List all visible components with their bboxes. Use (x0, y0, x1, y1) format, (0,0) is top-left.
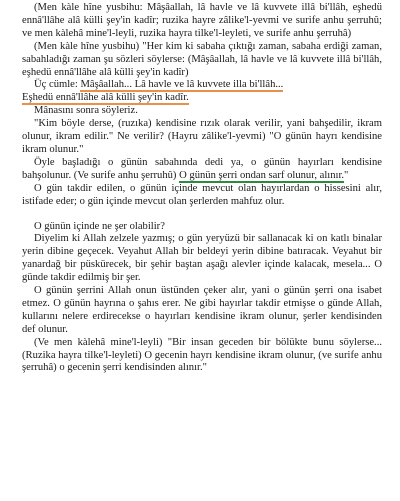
paragraph-3 (22, 79, 382, 105)
paragraph-10: O günün şerrini Allah onun üstünden çeker alır, yani o günün şerri ona isabet etmez. O günün hayrına o şahıs erer. Ne gibi hayırlar takdir etmişse o günde Allah, kullarını nelere erdirecekse o hayırları kendisine ikram olunur, şerler kendisinden def olunur. (22, 285, 382, 335)
paragraph-2: (Men kàle hîne yusbihu) "Her kim ki sabaha çıktığı zaman, sabaha erdiği zaman, sabahladığı zaman şu sözleri söylerse: (Mâşâallah, lâ havle ve lâ kuvvete illâ bi'llâh, eşhedü ennâ'llâhe alâ külli şey'in kadîr) (22, 40, 382, 78)
paragraph-9: Diyelim ki Allah zelzele yazmış; o gün yeryüzü bir sallanacak ki on katlı binalar yerin dibine geçecek. Veyahut Allah bir beldeyi yerin dibine batıracak. Veyahut bir yanardağ bir püskürecek, bir şehir baştan aşağı alevler içinde kalacak, mesela... O günde takdir edilmiş bir şer. (22, 233, 382, 284)
paragraph-11: (Ve men kàlehâ mine'l-leyli) "Bir insan geceden bir bölükte bunu söylerse... (Ruzika hayra tilke'l-leyleti) O gecenin hayrı kendisine ikram olunur, (ve surife anhu şerruhâ) o gecenin şerri kendisinden alınır." (22, 336, 382, 374)
paragraph-3-prefix: Üç cümle: (34, 79, 81, 91)
paragraph-1: (Men kàle hîne yusbihu: Mâşâallah, lâ havle ve lâ kuvvete illâ bi'llâh, eşhedü ennâ'llâhe alâ külli şey'in kadîr; ruzika hayre zâlike'l-yevmi ve surife anhu şerruhû; ve men kàlehâ mine'l-leyli, ruzika hayra tilke'l-leyleti, ve surife anhu şerruhâ) (22, 2, 382, 39)
paragraph-6 (22, 157, 382, 183)
green-underlined-text: O günün şerri ondan sarf olunur, alınır. (179, 169, 345, 181)
paragraph-6-text: Öyle başladığı o günün sabahında dedi ya, o günün hayırları kendisine bahşolunur. (Ve surife anhu şerruhû) (22, 156, 382, 181)
paragraph-7: O gün takdir edilen, o günün içinde mevcut olan hayırlardan o hissesini alır, istifade eder; o gün içinde mevcut olan şerlerden mahfuz olur. (22, 182, 382, 207)
paragraph-6-end: " (344, 169, 349, 181)
paragraph-8: O günün içinde ne şer olabilir? (34, 220, 165, 232)
highlight-line-1: Mâşâallah... Lâ havle ve lâ kuvvete illa bi'llâh... (80, 79, 284, 91)
paragraph-5: "Kim böyle derse, (ruzıka) kendisine rızık olarak verilir, yani bahşedilir, ikram olunur, ikram edilir." Ne verilir? (Hayru zâlike'l-yevmi) "O günün hayrı kendisine ikram olunur." (22, 118, 382, 155)
paragraph-gap (22, 209, 382, 221)
highlight-line-2: Eşhedü ennâ'llâhe alâ külli şey'in kadîr. (22, 92, 189, 104)
paragraph-4: Mânasını sonra söyleriz. (34, 105, 138, 117)
